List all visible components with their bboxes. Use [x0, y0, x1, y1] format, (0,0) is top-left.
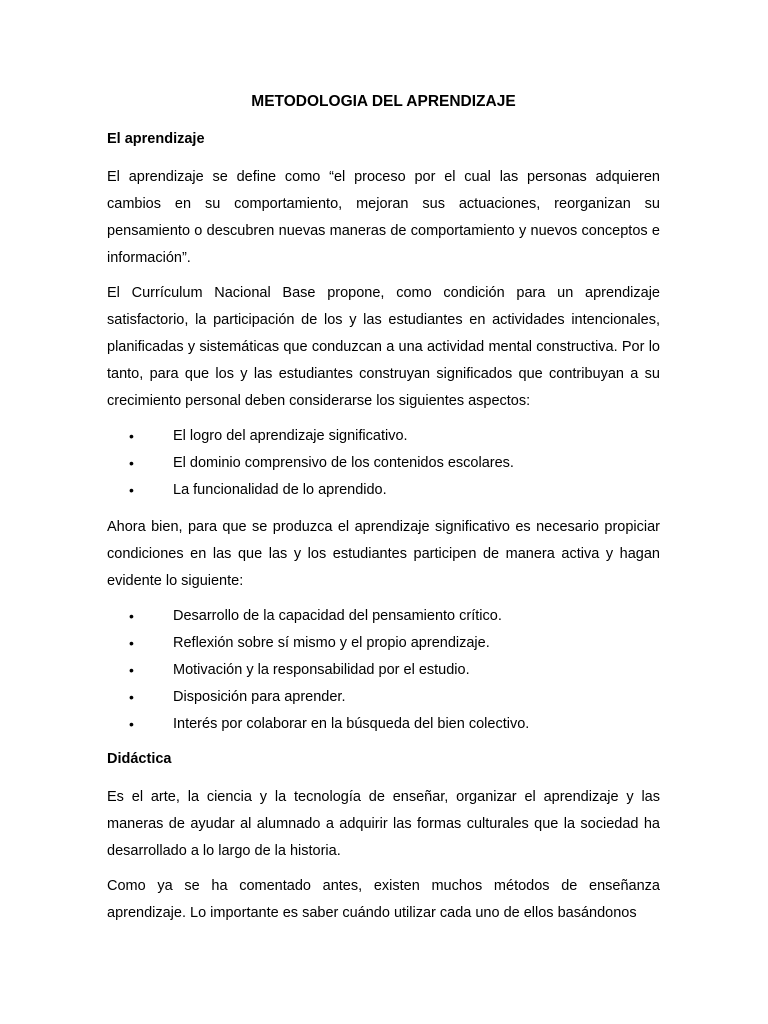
list-item-text: Desarrollo de la capacidad del pensamiento crítico. — [173, 608, 502, 624]
list-item — [107, 477, 660, 504]
list-item — [107, 423, 660, 450]
list-item-text: La funcionalidad de lo aprendido. — [173, 482, 387, 498]
list-item-text: Reflexión sobre sí mismo y el propio aprendizaje. — [173, 635, 490, 651]
list-item — [107, 630, 660, 657]
list-item — [107, 603, 660, 630]
list-item-text: El dominio comprensivo de los contenidos escolares. — [173, 455, 514, 471]
list-item-text: Disposición para aprender. — [173, 689, 346, 705]
list-item-text: Interés por colaborar en la búsqueda del bien colectivo. — [173, 716, 530, 732]
bullet-icon: • — [129, 455, 134, 471]
bullet-icon: • — [129, 689, 134, 705]
bullet-icon: • — [129, 716, 134, 732]
bullet-icon: • — [129, 608, 134, 624]
bullet-icon: • — [129, 635, 134, 651]
list-item — [107, 657, 660, 684]
section-heading-aprendizaje: El aprendizaje — [107, 131, 205, 147]
list-item — [107, 711, 660, 738]
bullet-icon: • — [129, 662, 134, 678]
document-page — [107, 90, 660, 935]
list-item-text: El logro del aprendizaje significativo. — [173, 428, 408, 444]
bullet-icon: • — [129, 428, 134, 444]
bullet-list-evidence — [107, 603, 660, 738]
list-item — [107, 450, 660, 477]
paragraph: Es el arte, la ciencia y la tecnología de enseñar, organizar el aprendizaje y las maneras de ayudar al alumnado a adquirir las formas culturales que la sociedad ha desarrollado a lo largo de la historia. — [107, 789, 660, 859]
list-item-text: Motivación y la responsabilidad por el estudio. — [173, 662, 470, 678]
document-title: METODOLOGIA DEL APRENDIZAJE — [251, 93, 516, 110]
paragraph: Ahora bien, para que se produzca el aprendizaje significativo es necesario propiciar condiciones en las que las y los estudiantes participen de manera activa y hagan evidente lo siguiente: — [107, 519, 660, 589]
section-heading-didactica: Didáctica — [107, 751, 172, 767]
list-item — [107, 684, 660, 711]
bullet-list-aspects — [107, 423, 660, 504]
paragraph: El aprendizaje se define como “el proceso por el cual las personas adquieren cambios en su comportamiento, mejoran sus actuaciones, reorganizan su pensamiento o descubren nuevas maneras de comportamiento y nuevos conceptos e información”. — [107, 169, 660, 266]
bullet-icon: • — [129, 482, 134, 498]
paragraph: El Currículum Nacional Base propone, como condición para un aprendizaje satisfactorio, la participación de los y las estudiantes en actividades intencionales, planificadas y sistemáticas que conduzcan a una actividad mental constructiva. Por lo tanto, para que los y las estudiantes construyan significados que contribuyan a su crecimiento personal deben considerarse los siguientes aspectos: — [107, 285, 660, 409]
paragraph: Como ya se ha comentado antes, existen muchos métodos de enseñanza aprendizaje. Lo importante es saber cuándo utilizar cada uno de ellos basándonos — [107, 878, 660, 921]
